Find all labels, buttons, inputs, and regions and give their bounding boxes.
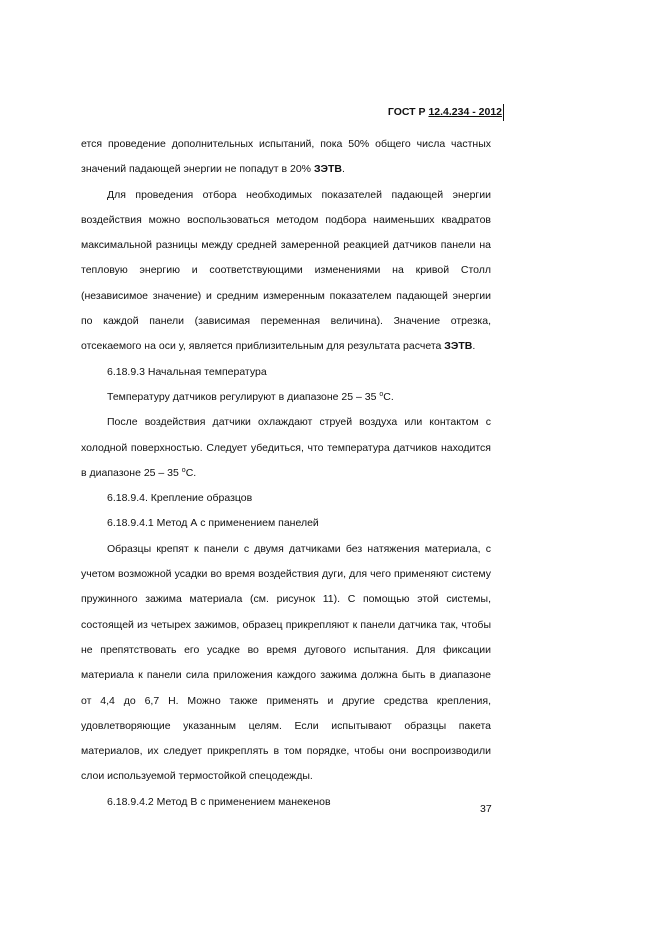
page-number: 37 [480, 803, 492, 815]
page-header [388, 106, 502, 118]
standard-prefix: ГОСТ Р [387, 106, 429, 118]
paragraph-least-squares: Для проведения отбора необходимых показателей падающей энергии воздействия можно воспользоваться методом подбора наименьших квадратов максимальной разницы между средней замеренной реакцией датчиков панели на тепловую энергию и соответствующими изменениями на кривой Столл (независимое значение) и средним измеренным показателем падающей энергии по каждой панели (зависимая переменная величина). Значение отрезка, отсекаемого на оси у, является приблизительным для результата расчета ЗЭТВ. [81, 188, 491, 353]
paragraph-continuation: ется проведение дополнительных испытаний, пока 50% общего числа частных значений падающей энергии не попадут в 20% ЗЭТВ. [81, 138, 491, 176]
section-heading-6-18-9-3: 6.18.9.3 Начальная температура [107, 365, 267, 378]
section-heading-6-18-9-4-1: 6.18.9.4.1 Метод А с применением панелей [107, 517, 319, 530]
standard-number: 12.4.234 - 2012 [428, 106, 502, 118]
paragraph-method-a: Образцы крепят к панели с двумя датчиками без натяжения материала, с учетом возможной усадки во время воздействия дуги, для чего применяют систему пружинного зажима материала (см. рисунок 11). С помощью этой системы, состоящей из четырех зажимов, образец прикрепляют к панели датчика так, чтобы не препятствовать его усадке во время дугового испытания. Для фиксации материала к панели сила приложения каждого зажима должна быть в диапазоне от 4,4 до 6,7 Н. Можно также применять и другие средства крепления, удовлетворяющие указанным целям. Если испытывают образцы пакета материалов, их следует прикреплять в том порядке, чтобы они воспроизводили слои используемой термостойкой спецодежды. [81, 542, 491, 783]
paragraph-temperature-range: Температуру датчиков регулируют в диапазоне 25 – 35 $^о$С. [107, 390, 394, 403]
section-heading-6-18-9-4-2: 6.18.9.4.2 Метод В с применением манекенов [107, 795, 331, 808]
section-heading-6-18-9-4: 6.18.9.4. Крепление образцов [107, 492, 253, 505]
header-divider [503, 104, 504, 121]
paragraph-cooling: После воздействия датчики охлаждают струей воздуха или контактом с холодной поверхностью. Следует убедиться, что температура датчиков находится в диапазоне 25 – 35 $^о$С. [81, 416, 491, 479]
body-text [81, 132, 491, 815]
